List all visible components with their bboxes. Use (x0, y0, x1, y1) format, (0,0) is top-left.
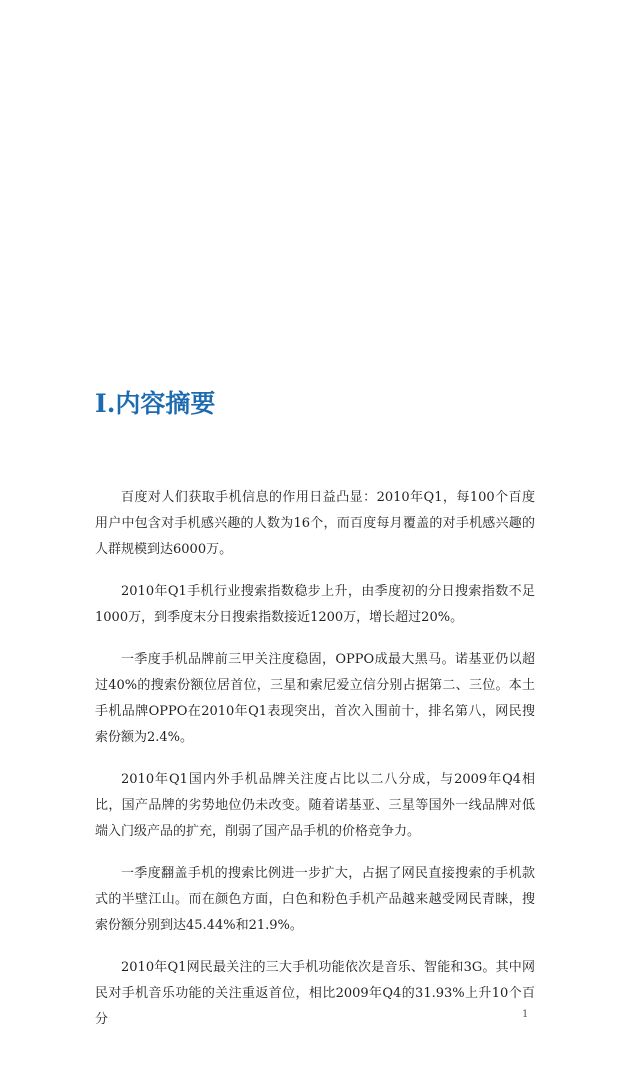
paragraph-flip-phones-colors: 一季度翻盖手机的搜索比例进一步扩大，占据了网民直接搜索的手机款式的半壁江山。而在颜色方面，白色和粉色手机产品越来越受网民青睐，搜索份额分别到达45.44%和21.9%。 (95, 866, 535, 933)
page-number: 1 (522, 1009, 529, 1020)
paragraph-top-brands: 一季度手机品牌前三甲关注度稳固，OPPO成最大黑马。诺基亚仍以超过40%的搜索份额位居首位，三星和索尼爱立信分别占据第二、三位。本土手机品牌OPPO在2010年Q1表现突出，首次入围前十，排名第八，网民搜索份额为2.4%。 (95, 652, 535, 745)
paragraph-top-features: 2010年Q1网民最关注的三大手机功能依次是音乐、智能和3G。其中网民对手机音乐功能的关注重返首位，相比2009年Q4的31.93%上升10个百分 (95, 960, 535, 1027)
paragraph-domestic-vs-foreign: 2010年Q1国内外手机品牌关注度占比以二八分成，与2009年Q4相比，国产品牌的劣势地位仍未改变。随着诺基亚、三星等国外一线品牌对低端入门级产品的扩充，削弱了国产品手机的价格竞争力。 (95, 772, 535, 839)
section-title: I.内容摘要 (95, 389, 216, 418)
paragraph-baidu-role: 百度对人们获取手机信息的作用日益凸显：2010年Q1，每100个百度用户中包含对手机感兴趣的人数为16个，而百度每月覆盖的对手机感兴趣的人群规模到达6000万。 (95, 490, 535, 557)
summary-body (95, 485, 535, 1049)
paragraph-search-index: 2010年Q1手机行业搜索指数稳步上升，由季度初的分日搜索指数不足1000万，到季度末分日搜索指数接近1200万，增长超过20%。 (95, 584, 535, 625)
